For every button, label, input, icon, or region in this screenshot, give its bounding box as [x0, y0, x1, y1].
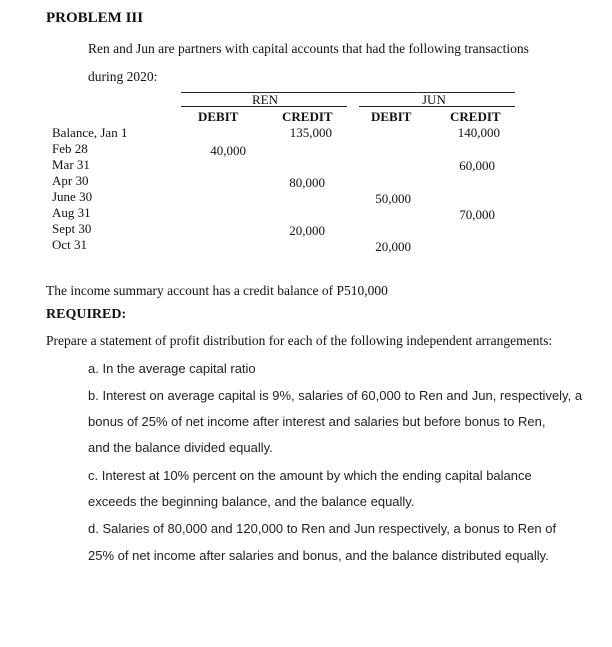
- row-label-balance-jan-1: Balance, Jan 1: [52, 125, 128, 140]
- intro-text-line-1: Ren and Jun are partners with capital accounts that had the following transactions: [88, 41, 529, 56]
- intro-text-line-2: during 2020:: [88, 69, 158, 84]
- row-label-apr-30: Apr 30: [52, 173, 89, 188]
- jun-credit-header: CREDIT: [450, 109, 501, 124]
- row-label-mar-31: Mar 31: [52, 157, 90, 172]
- table-cell-jun-credit: 70,000: [459, 207, 495, 222]
- table-cell-jun-credit: 60,000: [459, 158, 495, 173]
- requirement-b-line-1: b. Interest on average capital is 9%, salaries of 60,000 to Ren and Jun, respectively, a: [88, 388, 583, 403]
- ren-credit-header: CREDIT: [282, 109, 333, 124]
- requirement-c-line-1: c. Interest at 10% percent on the amount by which the ending capital balance: [88, 468, 532, 483]
- table-cell-ren-credit: 135,000: [289, 125, 332, 140]
- ren-debit-header: DEBIT: [198, 109, 239, 124]
- requirement-b-line-2: bonus of 25% of net income after interest and salaries but before bonus to Ren,: [88, 414, 546, 429]
- table-cell-ren-credit: 20,000: [289, 223, 325, 238]
- table-cell-ren-credit: 80,000: [289, 175, 325, 190]
- jun-debit-header: DEBIT: [371, 109, 412, 124]
- requirement-d-line-1: d. Salaries of 80,000 and 120,000 to Ren and Jun respectively, a bonus to Ren of: [88, 521, 557, 536]
- table-cell-jun-debit: 50,000: [375, 191, 411, 206]
- requirement-a: a. In the average capital ratio: [88, 361, 256, 376]
- table-cell-jun-credit: 140,000: [457, 125, 500, 140]
- row-label-feb-28: Feb 28: [52, 141, 88, 156]
- table-cell-jun-debit: 20,000: [375, 239, 411, 254]
- row-label-june-30: June 30: [52, 189, 93, 204]
- table-top-rule: [181, 92, 515, 93]
- requirement-c-line-2: exceeds the beginning balance, and the balance equally.: [88, 494, 415, 509]
- requirement-b-line-3: and the balance divided equally.: [88, 440, 273, 455]
- table-cell-ren-debit: 40,000: [210, 143, 246, 158]
- jun-group-header: JUN: [422, 92, 446, 107]
- row-label-oct-31: Oct 31: [52, 237, 88, 252]
- required-heading: REQUIRED:: [46, 307, 127, 322]
- prepare-instruction: Prepare a statement of profit distribution for each of the following independent arrangements:: [46, 333, 553, 348]
- row-label-sept-30: Sept 30: [52, 221, 92, 236]
- requirement-d-line-2: 25% of net income after salaries and bonus, and the balance distributed equally.: [88, 548, 549, 563]
- row-label-aug-31: Aug 31: [52, 205, 91, 220]
- income-summary-text: The income summary account has a credit balance of P510,000: [46, 283, 388, 298]
- ren-group-header: REN: [252, 92, 278, 107]
- problem-title: PROBLEM III: [46, 10, 144, 26]
